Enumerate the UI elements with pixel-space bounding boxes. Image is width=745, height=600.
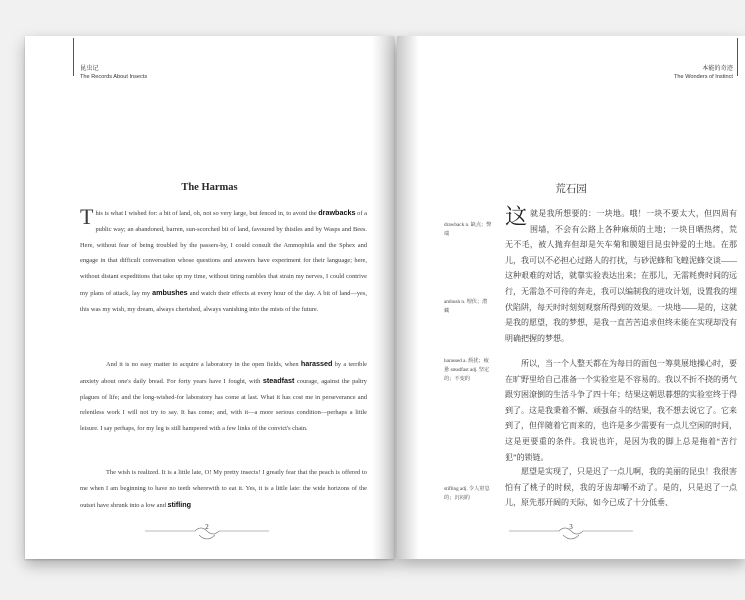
- paragraph-2-cn: [505, 356, 737, 465]
- p2-text-a: And it is no easy matter to acquire a laboratory in the open fields, when: [106, 361, 301, 368]
- p1-text-c: and watch their effects at every hour of the day. A bit of land—yes, this was my wish, my dream, always cherished, always vanishing into the mists of the future.: [80, 289, 367, 313]
- gloss-note: drawback n. 缺点；弊端: [444, 222, 492, 237]
- p1-text-b: of a public way; an abandoned, barren, sun-scorched bit of land, favoured by thistles and by Wasps and Bees. Here, without fear of being troubled by the passers-by, I could consult the Ammophila and the Sphex and engage in that difficult conversation whose questions and answers have experiment for their language; here, without distant expeditions that take up my time, without tiring rambles that strain my nerves, I could contrive my plans of attack, lay my: [80, 210, 367, 297]
- paragraph-1: [80, 205, 367, 318]
- header-cn: 昆虫记: [80, 65, 99, 72]
- page-number: 3: [569, 523, 573, 531]
- chapter-title-en: The Harmas: [181, 182, 238, 193]
- running-header-right: [674, 65, 733, 81]
- cp2-text: 所以，当一个人整天都在为每日的面包一筹莫展地操心时，要在旷野里给自己准备一个实验室是不容易的。我以不折不挠的勇气跟穷困潦倒的生活斗争了四十年；结果这朝思暮想的实验室终于得到了。这是我秉着不懈、顽强奋斗的结果，我不想去说它了。它来到了，但伴随着它而来的，也许是多少需要有一点儿空闲的时间，这是更要重的条件。我说也许，是因为我的脚上总是拖着“苦行犯”的锁链。: [505, 359, 737, 462]
- p1-text-a: his is what I wished for: a bit of land, oh, not so very large, but fenced in, to avoid the: [95, 210, 319, 217]
- cp3-text: 愿望是实现了，只是迟了一点儿啊，我的美丽的昆虫！我很害怕有了桃子的时候，我的牙齿却嚼不动了。是的，只是迟了一点儿，原先那开阔的天际，如今已成了十分低垂、: [505, 467, 737, 508]
- vocab-steadfast: steadfast: [262, 375, 295, 385]
- vocab-harassed: harassed: [300, 359, 333, 368]
- vocab-drawbacks: drawbacks: [318, 208, 356, 217]
- running-header-left: [80, 65, 147, 81]
- left-page: [25, 36, 394, 559]
- paragraph-3-cn: [505, 464, 737, 511]
- cp1-text: 就是我所想要的：一块地。哦！一块不要太大，但四周有围墙，不会有公路上各种麻烦的土地；一块目晒热烤，荒无不毛，被人抛弃但却是矢车菊和膜翅目昆虫钟爱的土地。在那儿，我可以不必担心过路人的打扰，与砂泥蜂和飞蝗泥蜂交谈——这种艰难的对话，就靠实验表达出来；在那儿，无需耗费时间的远行，无需急不可待的奔走，我可以编制我的进攻计划，设置我的埋伏陷阱，每天时时刻刻观察所得到的效果。一块地——是的，这就是我的愿望，我的梦想，是我一直苦苦追求但终未能在实现却没有明确把握的梦想。: [505, 209, 737, 343]
- gloss-note: harassed a. 烦扰；疲惫 steadfast adj. 坚定的；不变的: [444, 358, 490, 382]
- drop-cap: T: [80, 204, 94, 229]
- paragraph-3: [80, 465, 367, 513]
- header-cn: 本能的奇迹: [702, 65, 733, 72]
- header-rule: [737, 38, 738, 76]
- page-footer-ornament: [137, 522, 277, 544]
- page-number: 2: [205, 523, 209, 531]
- gloss-note: stifling adj. 令人窒息的；沉闷的: [444, 486, 490, 501]
- paragraph-2: [80, 356, 367, 437]
- chapter-title-cn: 荒石园: [555, 184, 587, 195]
- paragraph-1-cn: [505, 206, 737, 346]
- right-page: [397, 36, 745, 559]
- header-en: The Wonders of Instinct: [674, 74, 733, 80]
- gutter-shadow: [397, 36, 419, 559]
- drop-cap: 这: [505, 204, 528, 229]
- gutter-shadow: [372, 36, 394, 559]
- page-footer-ornament: [501, 522, 641, 544]
- vocab-stifling: stifling: [167, 499, 192, 509]
- p3-text-a: The wish is realized. It is a little late, O! My pretty insects! I greatly fear that the peach is offered to me when I am beginning to have no teeth wherewith to eat it. Yes, it is a little late: the wide horizons of the outset have shrunk into a low and: [80, 469, 367, 509]
- p2-text-b: by a terrible anxiety about one's daily bread. For forty years have I fought, with: [80, 361, 367, 385]
- vocab-ambushes: ambushes: [152, 287, 188, 297]
- header-rule: [73, 38, 74, 76]
- header-en: The Records About Insects: [80, 74, 148, 80]
- p2-text-c: courage, against the paltry plagues of life; and the long-wished-for laboratory has come at last. What it has cost me in perseverance and relentless work I will not try to say. It has come; and, with it—a more serious condition—perhaps a little leisure. I say perhaps, for my leg is still hampered with a few links of the convict's chain.: [80, 377, 368, 433]
- gloss-note: ambush n. 埋伏；潜藏: [444, 299, 488, 314]
